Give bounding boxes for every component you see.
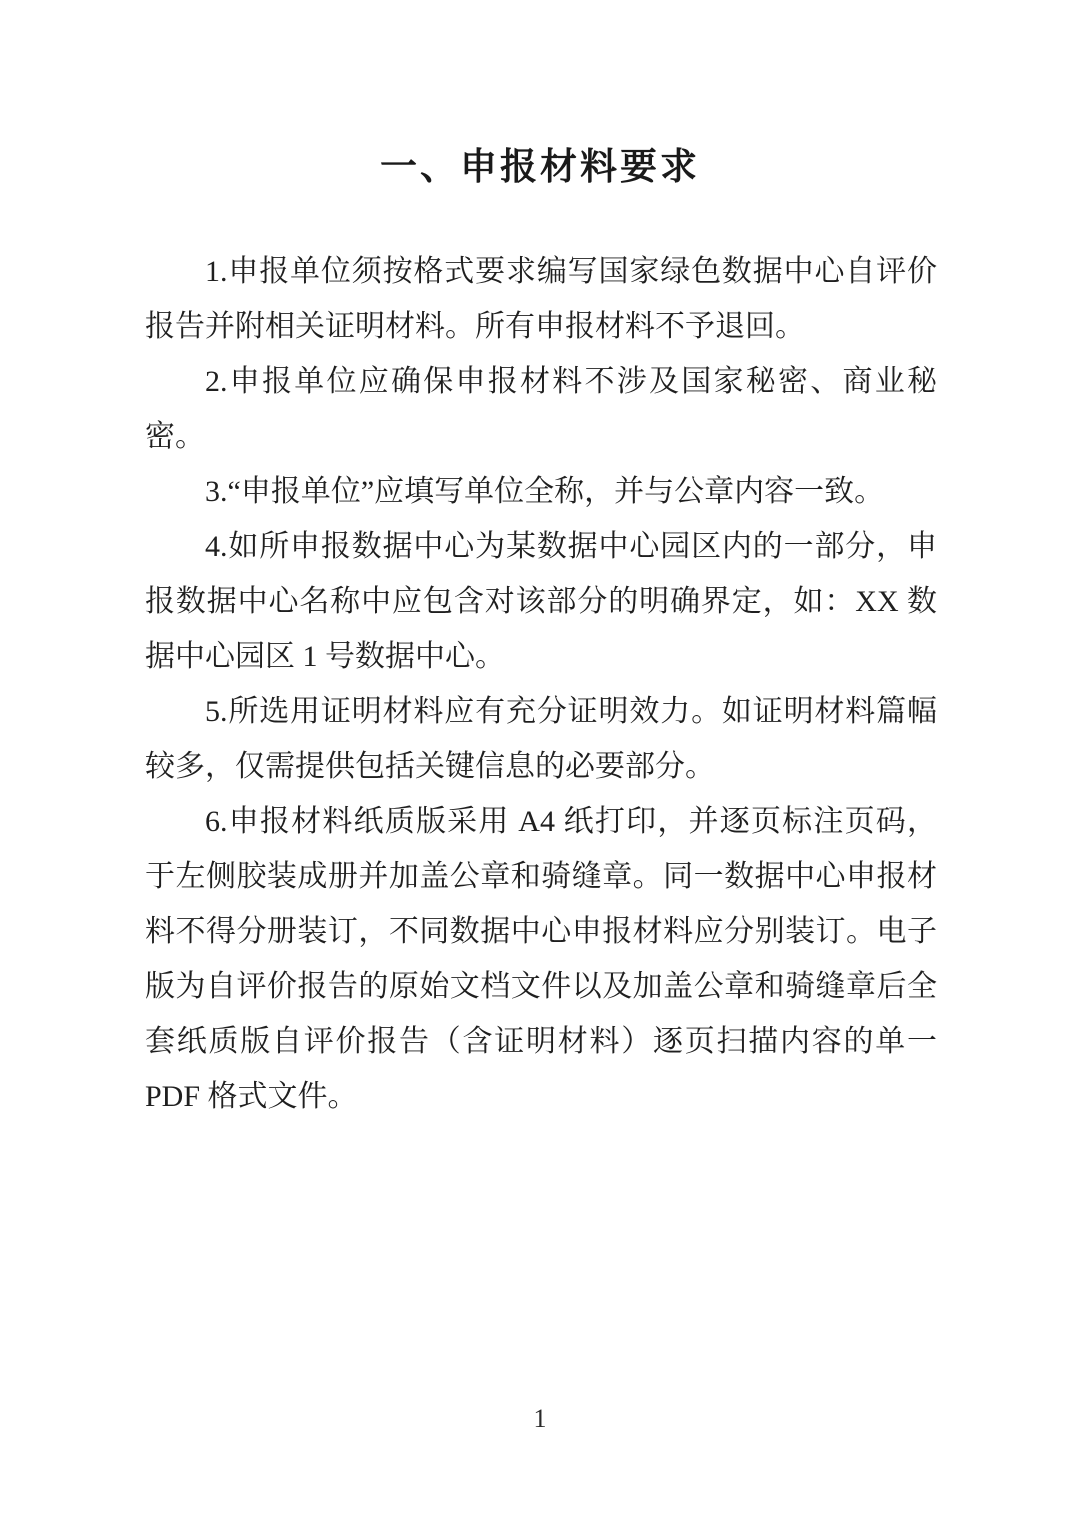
page-title: 一、申报材料要求 [380, 146, 700, 187]
paragraph-5: 5.所选用证明材料应有充分证明效力。如证明材料篇幅较多，仅需提供包括关键信息的必要部分。 [145, 695, 937, 783]
paragraph-4: 4.如所申报数据中心为某数据中心园区内的一部分，申报数据中心名称中应包含对该部分的明确界定，如：XX 数据中心园区 1 号数据中心。 [145, 530, 937, 673]
document-body [145, 244, 937, 1124]
paragraph-2: 2.申报单位应确保申报材料不涉及国家秘密、商业秘密。 [145, 365, 937, 453]
page-number: 1 [533, 1404, 547, 1433]
paragraph-3: 3.“申报单位”应填写单位全称，并与公章内容一致。 [205, 475, 885, 508]
paragraph-1: 1.申报单位须按格式要求编写国家绿色数据中心自评价报告并附相关证明材料。所有申报材料不予退回。 [145, 255, 937, 343]
paragraph-6: 6.申报材料纸质版采用 A4 纸打印，并逐页标注页码，于左侧胶装成册并加盖公章和骑缝章。同一数据中心申报材料不得分册装订，不同数据中心申报材料应分别装订。电子版为自评价报告的原始文档文件以及加盖公章和骑缝章后全套纸质版自评价报告（含证明材料）逐页扫描内容的单一 PDF 格式文件。 [145, 805, 937, 1113]
